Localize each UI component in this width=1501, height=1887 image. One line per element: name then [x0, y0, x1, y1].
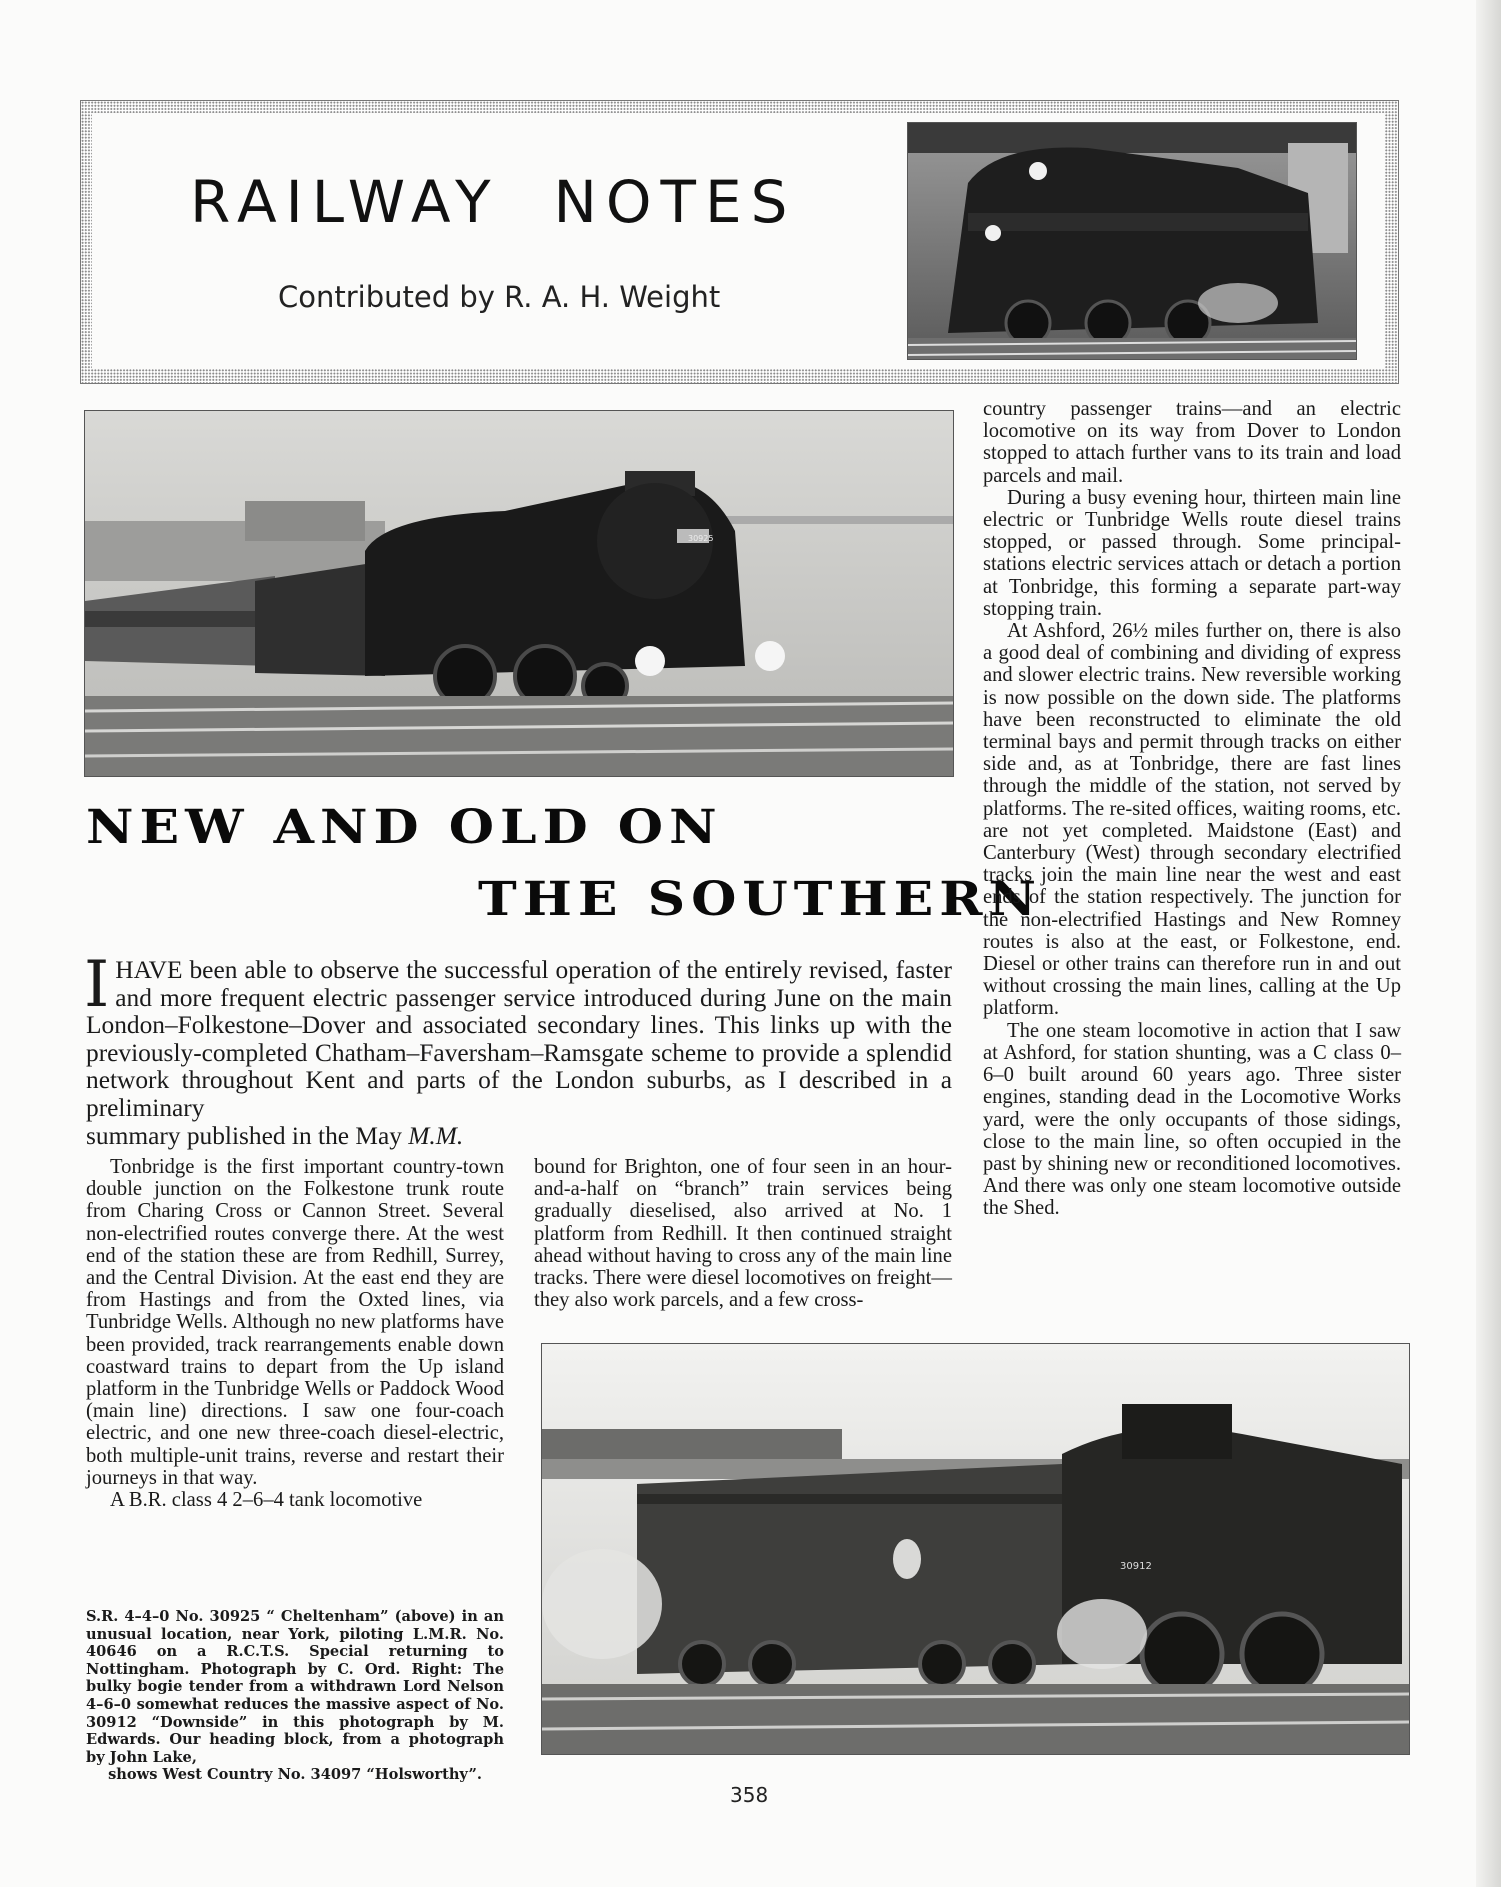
lead-text: HAVE been able to observe the successful operation of the entirely revised, faster and more frequent electric passenger service introduced during June on the main London–Folkestone–Dover and associated secondary lines. This links up with the previously-completed Chatham–Faversham–Ramsgate scheme to provide a splendid network throughout Kent and parts of the London suburbs, as I described in a preliminary [86, 956, 952, 1122]
caption-text: S.R. 4–4–0 No. 30925 “ Cheltenham” (above) in an unusual location, near York, piloting L.M.R. No. 40646 on a R.C.T.S. Special returning to Nottingham. Photograph by C. Ord. Right: The bulky bogie tender from a withdrawn Lord Nelson 4–6–0 somewhat reduces the massive aspect of No. 30912 “Downside” in this photograph by M. Edwards. Our heading block, from a photograph by John Lake, [86, 1608, 504, 1766]
paragraph: At Ashford, 26½ miles further on, there is also a good deal of combining and dividing of express and slower electric trains. New reversible working is now possible on the down side. The platforms have been reconstructed to eliminate the old terminal bays and permit through tracks on either side and, as at Tonbridge, there are fast lines through the middle of the station, not served by platforms. The re-sited offices, waiting rooms, etc. are not yet completed. Maidstone (East) and Canterbury (West) through secondary electrified tracks join the main line near the west and east ends of the station respectively. The junction for the non-electrified Hastings and New Romney routes is also at the east, or Folkestone, end. Diesel or other trains can therefore run in and out without crossing the main lines, calling at the Up platform. [983, 620, 1401, 1020]
drop-cap: I [84, 948, 110, 1022]
headline-line-1: NEW AND OLD ON [86, 800, 723, 855]
photo-30912-tender [541, 1343, 1410, 1755]
heading-photo-locomotive [907, 122, 1357, 360]
main-photo-engine-number: 30925 [688, 534, 714, 543]
photo-caption [86, 1608, 504, 1784]
paragraph: bound for Brighton, one of four seen in an hour-and-a-half on “branch” train services being gradually dieselised, also arrived at No. 1 platform from Redhill. It then continued straight ahead without having to cross any of the main line tracks. There were diesel locomotives on freight—they also work parcels, and a few cross- [534, 1156, 952, 1312]
lead-last-line: summary published in the May M.M. [86, 1121, 464, 1150]
body-column-2 [534, 1156, 952, 1311]
paragraph: A B.R. class 4 2–6–4 tank locomotive [110, 1489, 423, 1512]
page-number: 358 [730, 1783, 769, 1807]
paragraph: During a busy evening hour, thirteen main line electric or Tunbridge Wells route diesel trains stopped, or passed through. Some principal-stations electric services attach or detach a portion at Tonbridge, this forming a separate part-way stopping train. [983, 486, 1401, 620]
section-title: RAILWAY NOTES [190, 168, 797, 236]
body-column-3 [983, 398, 1401, 1220]
body-column-1 [86, 1156, 504, 1511]
photo-30925-piloting [84, 410, 954, 777]
bottom-photo-engine-number: 30912 [1120, 1561, 1152, 1572]
page-edge-shadow [1476, 0, 1501, 1887]
byline: Contributed by R. A. H. Weight [278, 280, 721, 314]
lead-paragraph [84, 948, 952, 1150]
paragraph: Tonbridge is the first important country-town double junction on the Folkestone trunk route from Charing Cross or Cannon Street. Several non-electrified routes converge there. At the west end of the station these are from Redhill, Surrey, and the Central Division. At the east end they are from Hastings and from the Oxted lines, via Tunbridge Wells. Although no new platforms have been provided, track rearrangements enable down coastward trains to depart from the Up island platform in the Tunbridge Wells or Paddock Wood (main line) directions. I saw one four-coach electric, and one new three-coach diesel-electric, both multiple-unit trains, reverse and restart their journeys in that way. [86, 1156, 504, 1489]
paragraph: country passenger trains—and an electric locomotive on its way from Dover to London stopped to attach further vans to its train and load parcels and mail. [983, 398, 1401, 487]
paragraph: The one steam locomotive in action that I saw at Ashford, for station shunting, was a C class 0–6–0 built around 60 years ago. Three sister engines, standing dead in the Locomotive Works yard, were the only occupants of those sidings, close to the main line, so often occupied in the past by shining new or reconditioned locomotives. And there was only one steam locomotive outside the Shed. [983, 1019, 1401, 1220]
headline-line-2: THE SOUTHERN [478, 872, 1042, 927]
caption-last-line: shows West Country No. 34097 “Holsworthy”. [108, 1766, 482, 1784]
magazine-abbrev: M.M. [408, 1121, 464, 1150]
